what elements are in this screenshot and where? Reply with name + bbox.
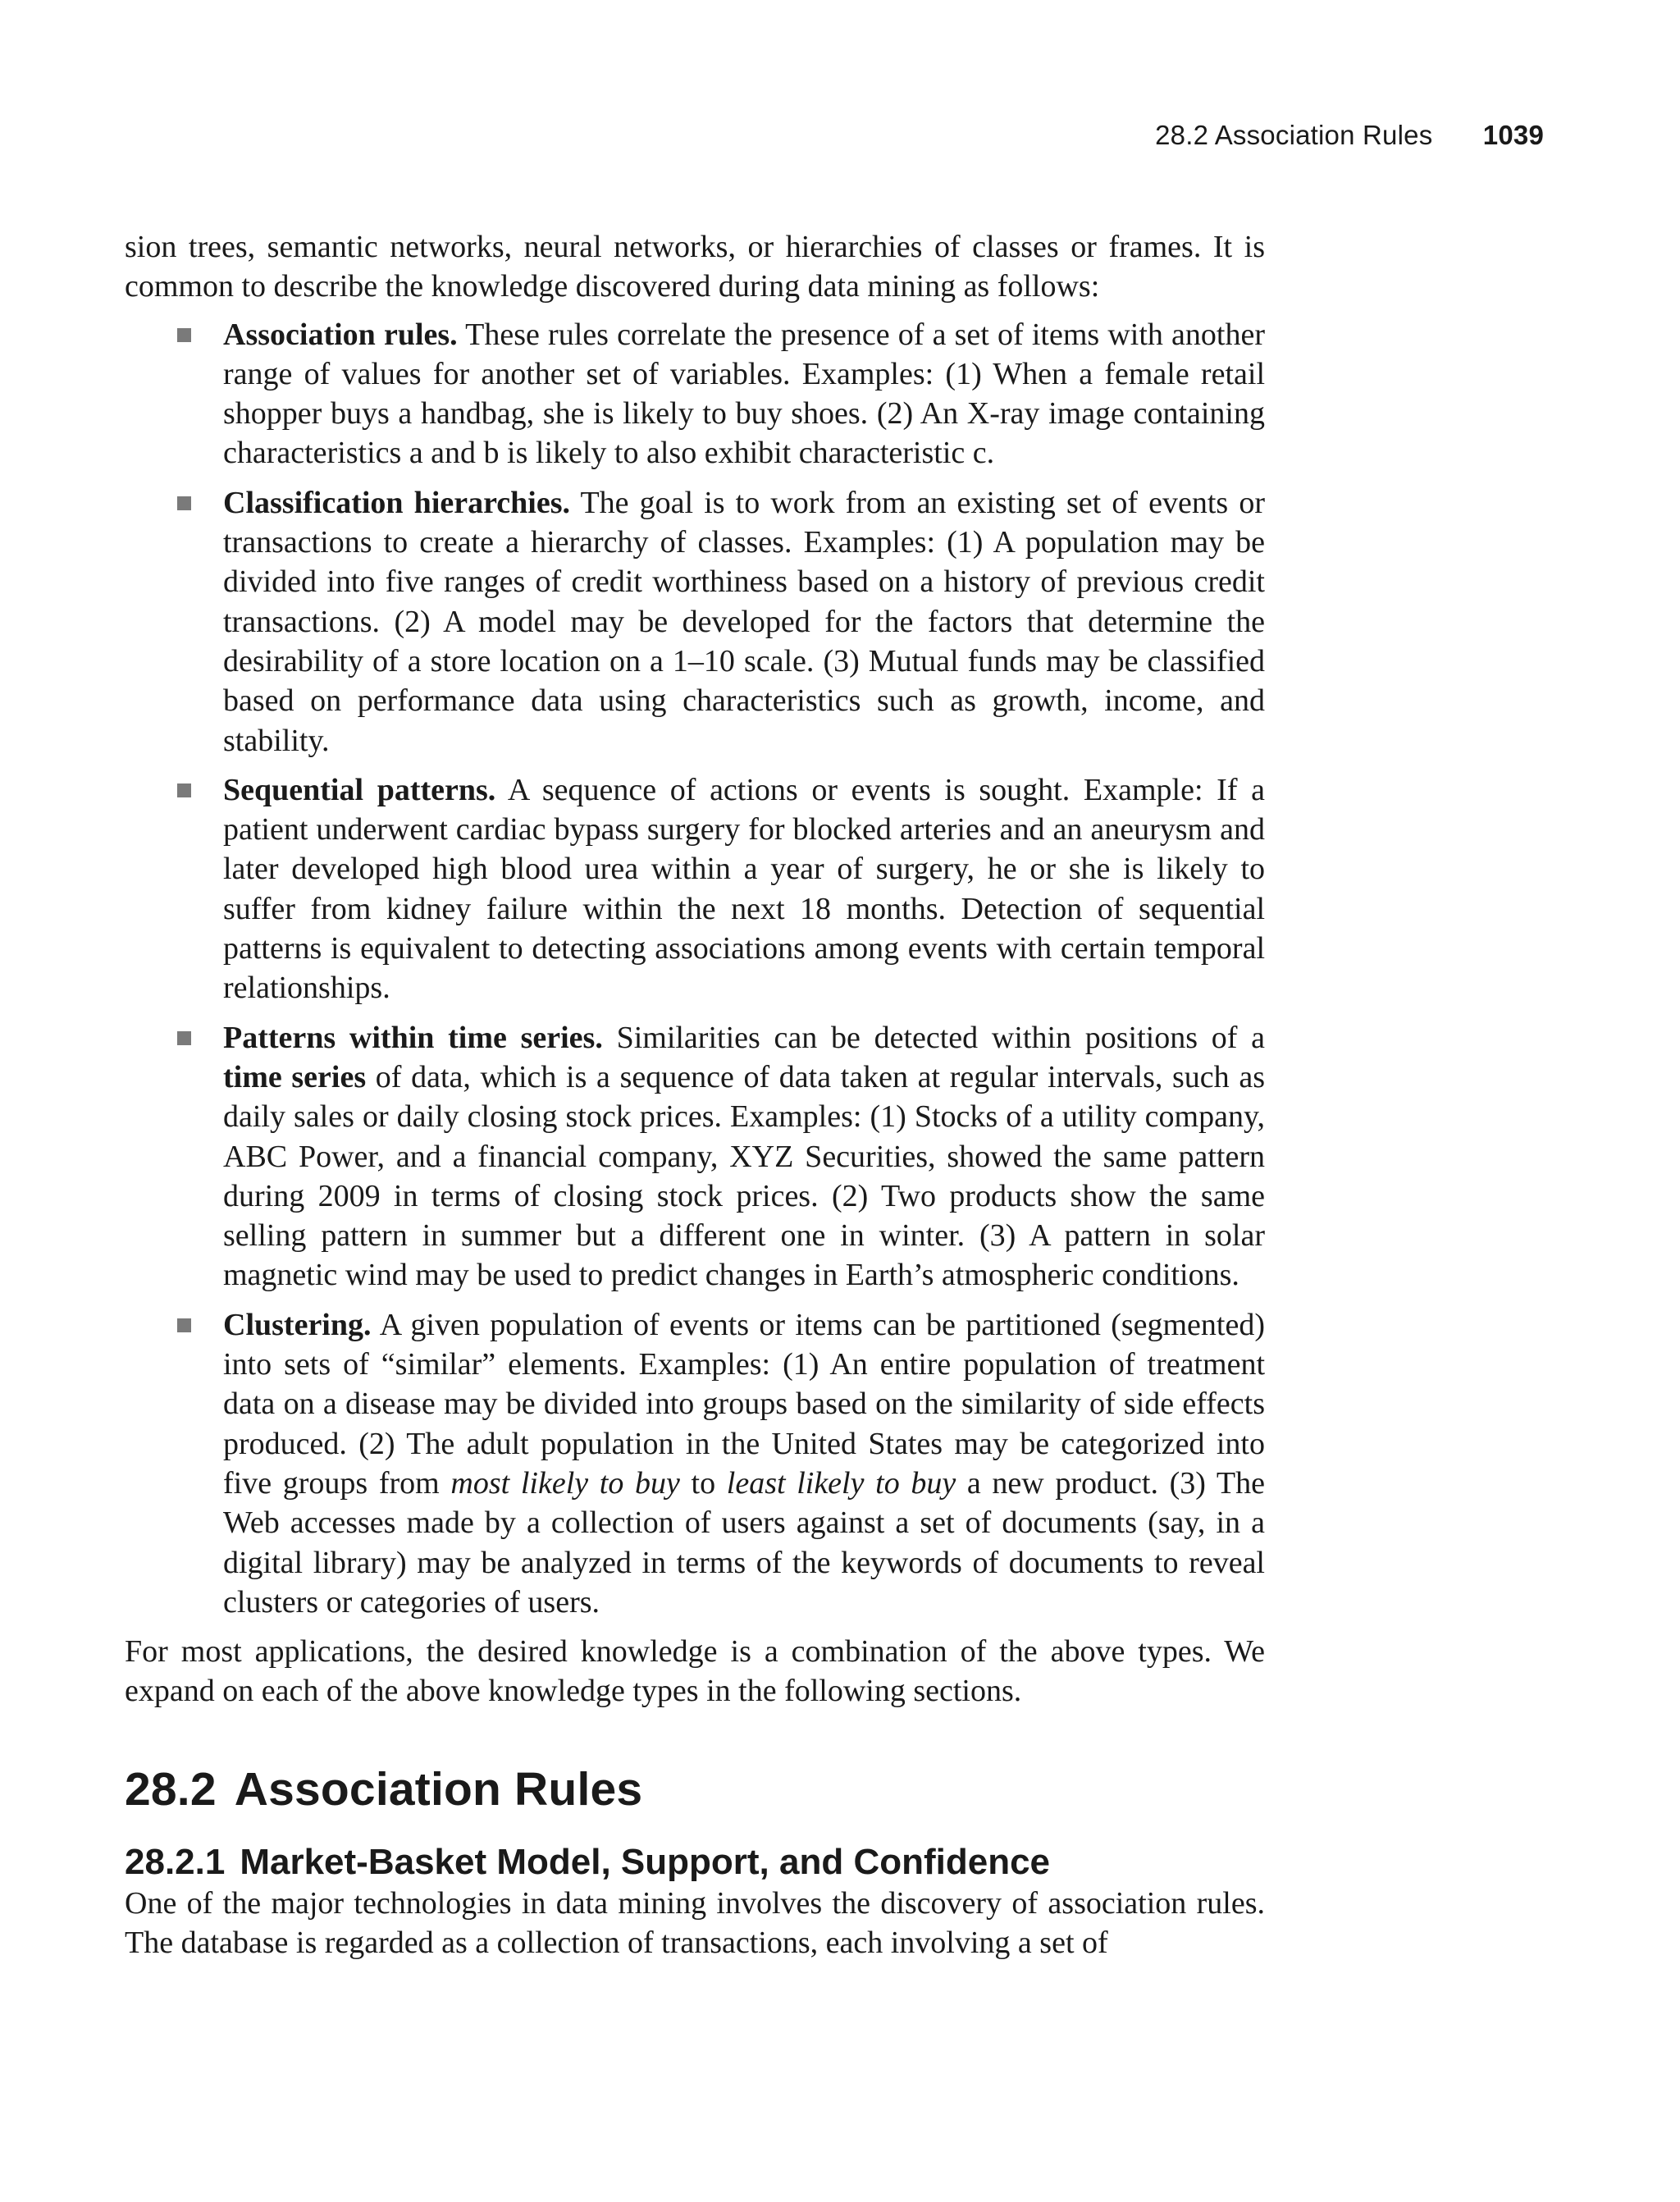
bullet-text: These rules correlate the presence of a set of items with another range of values for another set of variables. Examples: (1) When a female retail shopper buys a handbag, she is likely to buy shoes. (2) An X-ray image containing characteristics a and b is likely to also exhibit characteristic c.: [223, 317, 1265, 471]
bullet-term: Sequential patterns.: [223, 772, 496, 807]
bullet-term: Patterns within time series.: [223, 1020, 603, 1055]
list-item-classification-hierarchies: [125, 483, 1265, 761]
subsection-paragraph: One of the major technologies in data mining involves the discovery of association rules. The database is regarded as a collection of transactions, each involving a set of: [125, 1885, 1265, 1960]
bullet-text: of data, which is a sequence of data taken at regular intervals, such as daily sales or daily closing stock prices. Examples: (1) Stocks of a utility company, ABC Power, and a financial company, XYZ Securities, showed the same pattern during 2009 in terms of closing stock prices. (2) Two products show the same selling pattern in summer but a different one in winter. (3) A pattern in solar magnetic wind may be used to predict changes in Earth’s atmospheric conditions.: [223, 1059, 1265, 1293]
list-item-sequential-patterns: [125, 770, 1265, 1008]
running-head: [1155, 120, 1544, 151]
page-number: 1039: [1482, 120, 1544, 150]
square-bullet-icon: [177, 783, 191, 797]
bullet-text: a new product. (3) The Web accesses made by a collection of users against a set of documents (say, in a digital library) may be analyzed in terms of the keywords of documents to reveal clusters or categories of users.: [223, 1465, 1266, 1620]
bullet-text: A given population of events or items can be partitioned (segmented) into sets of “similar” elements. Examples: (1) An entire population of treatment data on a disease may be divided into groups based on the similarity of side effects produced. (2) The adult population in the United States may be categorized into five groups from: [223, 1307, 1265, 1501]
square-bullet-icon: [177, 328, 191, 342]
list-item-time-series-patterns: [125, 1018, 1265, 1295]
square-bullet-icon: [177, 496, 191, 510]
bullet-emphasis: time series: [223, 1059, 367, 1094]
bullet-text: A sequence of actions or events is sought. Example: If a patient underwent cardiac bypass surgery for blocked arteries and an aneurysm and later developed high blood urea within a year of surgery, he or she is likely to suffer from kidney failure within the next 18 months. Detection of sequential patterns is equivalent to detecting associations among events with certain temporal relationships.: [223, 772, 1265, 1006]
bullet-text: Similarities can be detected within positions of a: [602, 1020, 1265, 1055]
bullet-text: to: [679, 1465, 727, 1501]
bullet-text: The goal is to work from an existing set of events or transactions to create a hierarchy of classes. Examples: (1) A population may be divided into five ranges of credit worthiness based on a history of previous credit transactions. (2) A model may be developed for the factors that determine the desirability of a store location on a 1–10 scale. (3) Mutual funds may be classified based on performance data using characteristics such as growth, income, and stability.: [223, 485, 1265, 758]
subsection-number: 28.2.1: [125, 1841, 226, 1882]
bullet-italic: most likely to buy: [450, 1465, 680, 1501]
bullet-term: Clustering.: [223, 1307, 372, 1342]
square-bullet-icon: [177, 1318, 191, 1332]
list-item-association-rules: [125, 315, 1265, 473]
subsection-title: Market-Basket Model, Support, and Confidence: [240, 1841, 1051, 1882]
subsection-heading: [125, 1841, 1265, 1884]
section-number: 28.2: [125, 1762, 217, 1816]
page-content: [125, 227, 1265, 1962]
list-item-clustering: [125, 1305, 1265, 1622]
bullet-italic: least likely to buy: [726, 1465, 956, 1501]
closing-paragraph: For most applications, the desired knowledge is a combination of the above types. We expand on each of the above knowledge types in the following sections.: [125, 1634, 1265, 1709]
running-head-title: 28.2 Association Rules: [1155, 120, 1433, 150]
section-heading: [125, 1762, 1265, 1816]
square-bullet-icon: [177, 1031, 191, 1045]
bullet-term: Association rules.: [223, 317, 458, 352]
knowledge-types-list: [125, 315, 1265, 1623]
section-title: Association Rules: [234, 1762, 643, 1816]
bullet-term: Classification hierarchies.: [223, 485, 570, 520]
intro-paragraph: sion trees, semantic networks, neural networks, or hierarchies of classes or frames. It is common to describe the knowledge discovered during data mining as follows:: [125, 230, 1265, 304]
